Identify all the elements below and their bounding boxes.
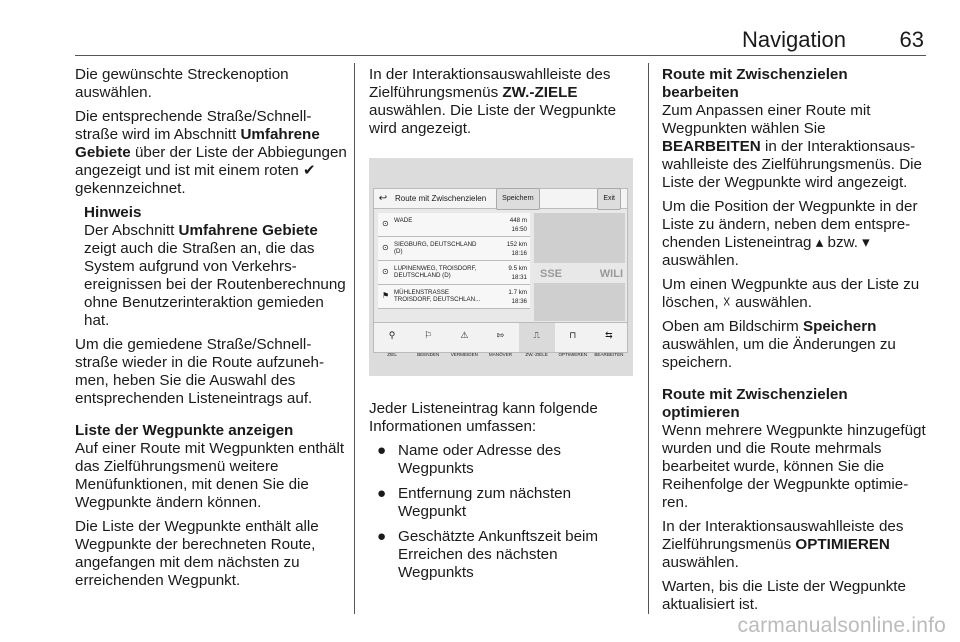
paragraph: Jeder Listeneintrag kann folgende Informationen umfassen: [369,400,598,435]
text: auswählen. Die Liste der Wegpunkte wird angezeigt. [369,102,617,137]
edit-icon: ⇆ [605,330,613,340]
list-item [378,285,530,309]
waypoint-distance: 152 km [506,241,527,248]
page-number: 63 [899,27,924,52]
text: über der Liste der Abbiegungen angezeigt und ist mit einem roten [75,144,347,179]
waypoint-name: MÜHLENSTRASSE TROISDORF, DEUTSCHLAN... [394,289,481,303]
waypoint-name: WADE [394,217,413,224]
bold-text: BEARBEITEN [662,138,761,155]
bullet-text: Geschätzte Ankunftszeit beim Erreichen des nächsten Wegpunkts [398,528,599,581]
subheading: Route mit Zwischenzielen optimieren [662,386,848,421]
note-title: Hinweis [84,204,142,221]
text: Um einen Wegpunkte aus der Liste zu löschen, [662,276,920,311]
waypoint-list [378,213,530,309]
paragraph [662,518,928,572]
arrow-down-icon: ▾ [862,234,870,251]
text: Zum Anpassen einer Route mit Wegpunkten wählen Sie [662,102,871,137]
list-item [369,528,637,582]
screen-header [374,189,627,209]
bullet-list [369,442,637,582]
map-label: WILI [599,268,623,280]
header-divider [75,55,926,56]
button-label: ZIEL [387,352,397,357]
map-label: SSE [540,268,563,280]
screen-button-beenden [410,323,446,357]
screen-button-vermeiden [446,323,482,357]
bullet-icon: ● [377,528,387,545]
text: Die entsprechende Straße/Schnellstraße wird im Abschnitt [75,108,312,143]
text: bzw. [823,234,863,251]
paragraph [662,276,928,312]
column-3 [662,66,928,620]
screen-button-optimieren [555,323,591,357]
waypoint-time: 18:16 [511,250,527,257]
waypoint-distance: 448 m [509,217,527,224]
text: zeigt auch die Straßen an, die das System aufgrund von Verkehrsereignissen bei der Routenberechnung ohne Benutzerinteraktion gemieden hat. [84,240,346,329]
button-label: ZW.-ZIELE [525,352,548,357]
bullet-icon: ● [377,442,387,459]
text: auswählen. [662,252,739,269]
waypoint-name: LUPINENWEG, TROISDORF, DEUTSCHLAND (D) [394,265,477,279]
exit-button: Exit [597,188,621,210]
column-2 [369,66,637,589]
paragraph [662,198,928,270]
text: Oben am Bildschirm [662,318,803,335]
avoid-icon: ⚠ [460,330,469,340]
button-label: VERMEIDEN [450,352,478,357]
paragraph [75,108,347,198]
screen-button-manoever [482,323,518,357]
paragraph: Die Liste der Wegpunkte enthält alle Wegpunkte der berechneten Route, angefangen mit dem nächsten zu erreichenden Wegpunkt. [75,518,319,589]
screen-button-zw-ziele [519,323,555,357]
page-header [0,0,960,58]
screen-button-ziel [374,323,410,357]
text: auswählen. [730,294,812,311]
end-route-icon: ⚐ [424,330,433,340]
list-item [378,261,530,285]
button-label: OPTIMIEREN [558,352,588,357]
note-text [84,222,347,330]
waypoint-name: SIEGBURG, DEUTSCHLAND (D) [394,241,477,255]
bold-text: ZW.-ZIELE [502,84,578,101]
waypoint-icon: ⊙ [382,219,389,228]
bold-text: Umfahrene Gebiete [178,222,318,239]
save-button: Speichern [496,188,540,210]
column-divider-2 [648,63,649,614]
bold-text: Umfahrene Gebiete [75,126,320,161]
subheading: Liste der Wegpunkte anzeigen [75,422,294,439]
arrow-up-icon: ▴ [815,234,824,251]
paragraph: Die gewünschte Streckenoption auswählen. [75,66,289,101]
manoeuvre-icon: ⇰ [496,330,505,340]
waypoint-distance: 1.7 km [508,289,527,296]
watermark: carmanualsonline.info [737,614,946,637]
bold-text: Speichern [802,318,877,335]
column-1 [75,66,347,596]
waypoint-time: 18:31 [511,274,527,281]
text: Um die Position der Wegpunkte in der Liste zu ändern, neben dem entsprechenden Listeneintrag [662,198,918,251]
back-icon: ↩ [378,192,388,204]
checkmark-icon: ✔ [302,162,316,179]
paragraph: Wenn mehrere Wegpunkte hinzugefügt wurden und die Route mehrmals bearbeitet wurde, können Sie die Reihenfolge der Wegpunkte optimieren. [662,422,926,511]
delete-x-icon: ☓ [722,294,731,311]
waypoints-icon: ⎍ [533,330,540,340]
waypoint-icon: ⊙ [382,267,389,276]
paragraph: Auf einer Route mit Wegpunkten enthält das Zielführungsmenü weitere Menüfunktionen, mit denen Sie die Wegpunkte ändern können. [75,440,345,511]
paragraph [662,102,928,192]
list-item [378,213,530,237]
list-item [369,442,637,478]
paragraph [369,66,637,138]
bullet-icon: ● [377,485,387,502]
bold-text: OPTIMIEREN [795,536,890,553]
text: gekennzeichnet. [75,180,186,197]
waypoint-time: 18:36 [511,298,527,305]
search-icon: ⚲ [388,330,396,340]
infotainment-screen [373,188,628,357]
bullet-text: Name oder Adresse des Wegpunkts [398,442,561,477]
text: in der Interaktionsauswahlleiste des Zielführungsmenüs. Die Liste der Wegpunkte wird angezeigt. [662,138,923,191]
waypoint-distance: 9.5 km [508,265,527,272]
waypoint-icon: ⊙ [382,243,389,252]
waypoint-time: 16:50 [511,226,527,233]
button-label: MANÖVER [488,352,513,357]
section-title: Navigation [742,27,846,52]
bullet-text: Entfernung zum nächsten Wegpunkt [398,485,572,520]
subheading: Route mit Zwischenzielen bearbeiten [662,66,848,101]
list-item [378,237,530,261]
column-divider-1 [354,63,355,614]
text: Der Abschnitt [84,222,179,239]
button-label: BEENDEN [417,352,440,357]
text: auswählen, um die Änderungen zu speichern. [662,336,896,371]
optimize-icon: ⊓ [569,330,577,340]
map-area [534,213,625,321]
note-box [75,204,347,330]
destination-flag-icon: ⚑ [382,291,390,300]
button-label: BEARBEITEN [594,352,624,357]
text: In der Interaktionsauswahlleiste des Zielführungsmenüs [369,66,611,101]
screenshot-figure [369,158,633,376]
list-item [369,485,637,521]
paragraph: Warten, bis die Liste der Wegpunkte aktualisiert ist. [662,578,906,613]
screen-title: Route mit Zwischenzielen [395,193,487,203]
screen-button-bearbeiten [591,323,627,357]
text: In der Interaktionsauswahlleiste des Zielführungsmenüs [662,518,904,553]
text: auswählen. [662,554,739,571]
interaction-bar [374,322,627,357]
paragraph: Um die gemiedene Straße/Schnellstraße wieder in die Route aufzunehmen, heben Sie die Auswahl des entsprechenden Listeneintrags auf. [75,336,325,407]
paragraph [662,318,928,372]
